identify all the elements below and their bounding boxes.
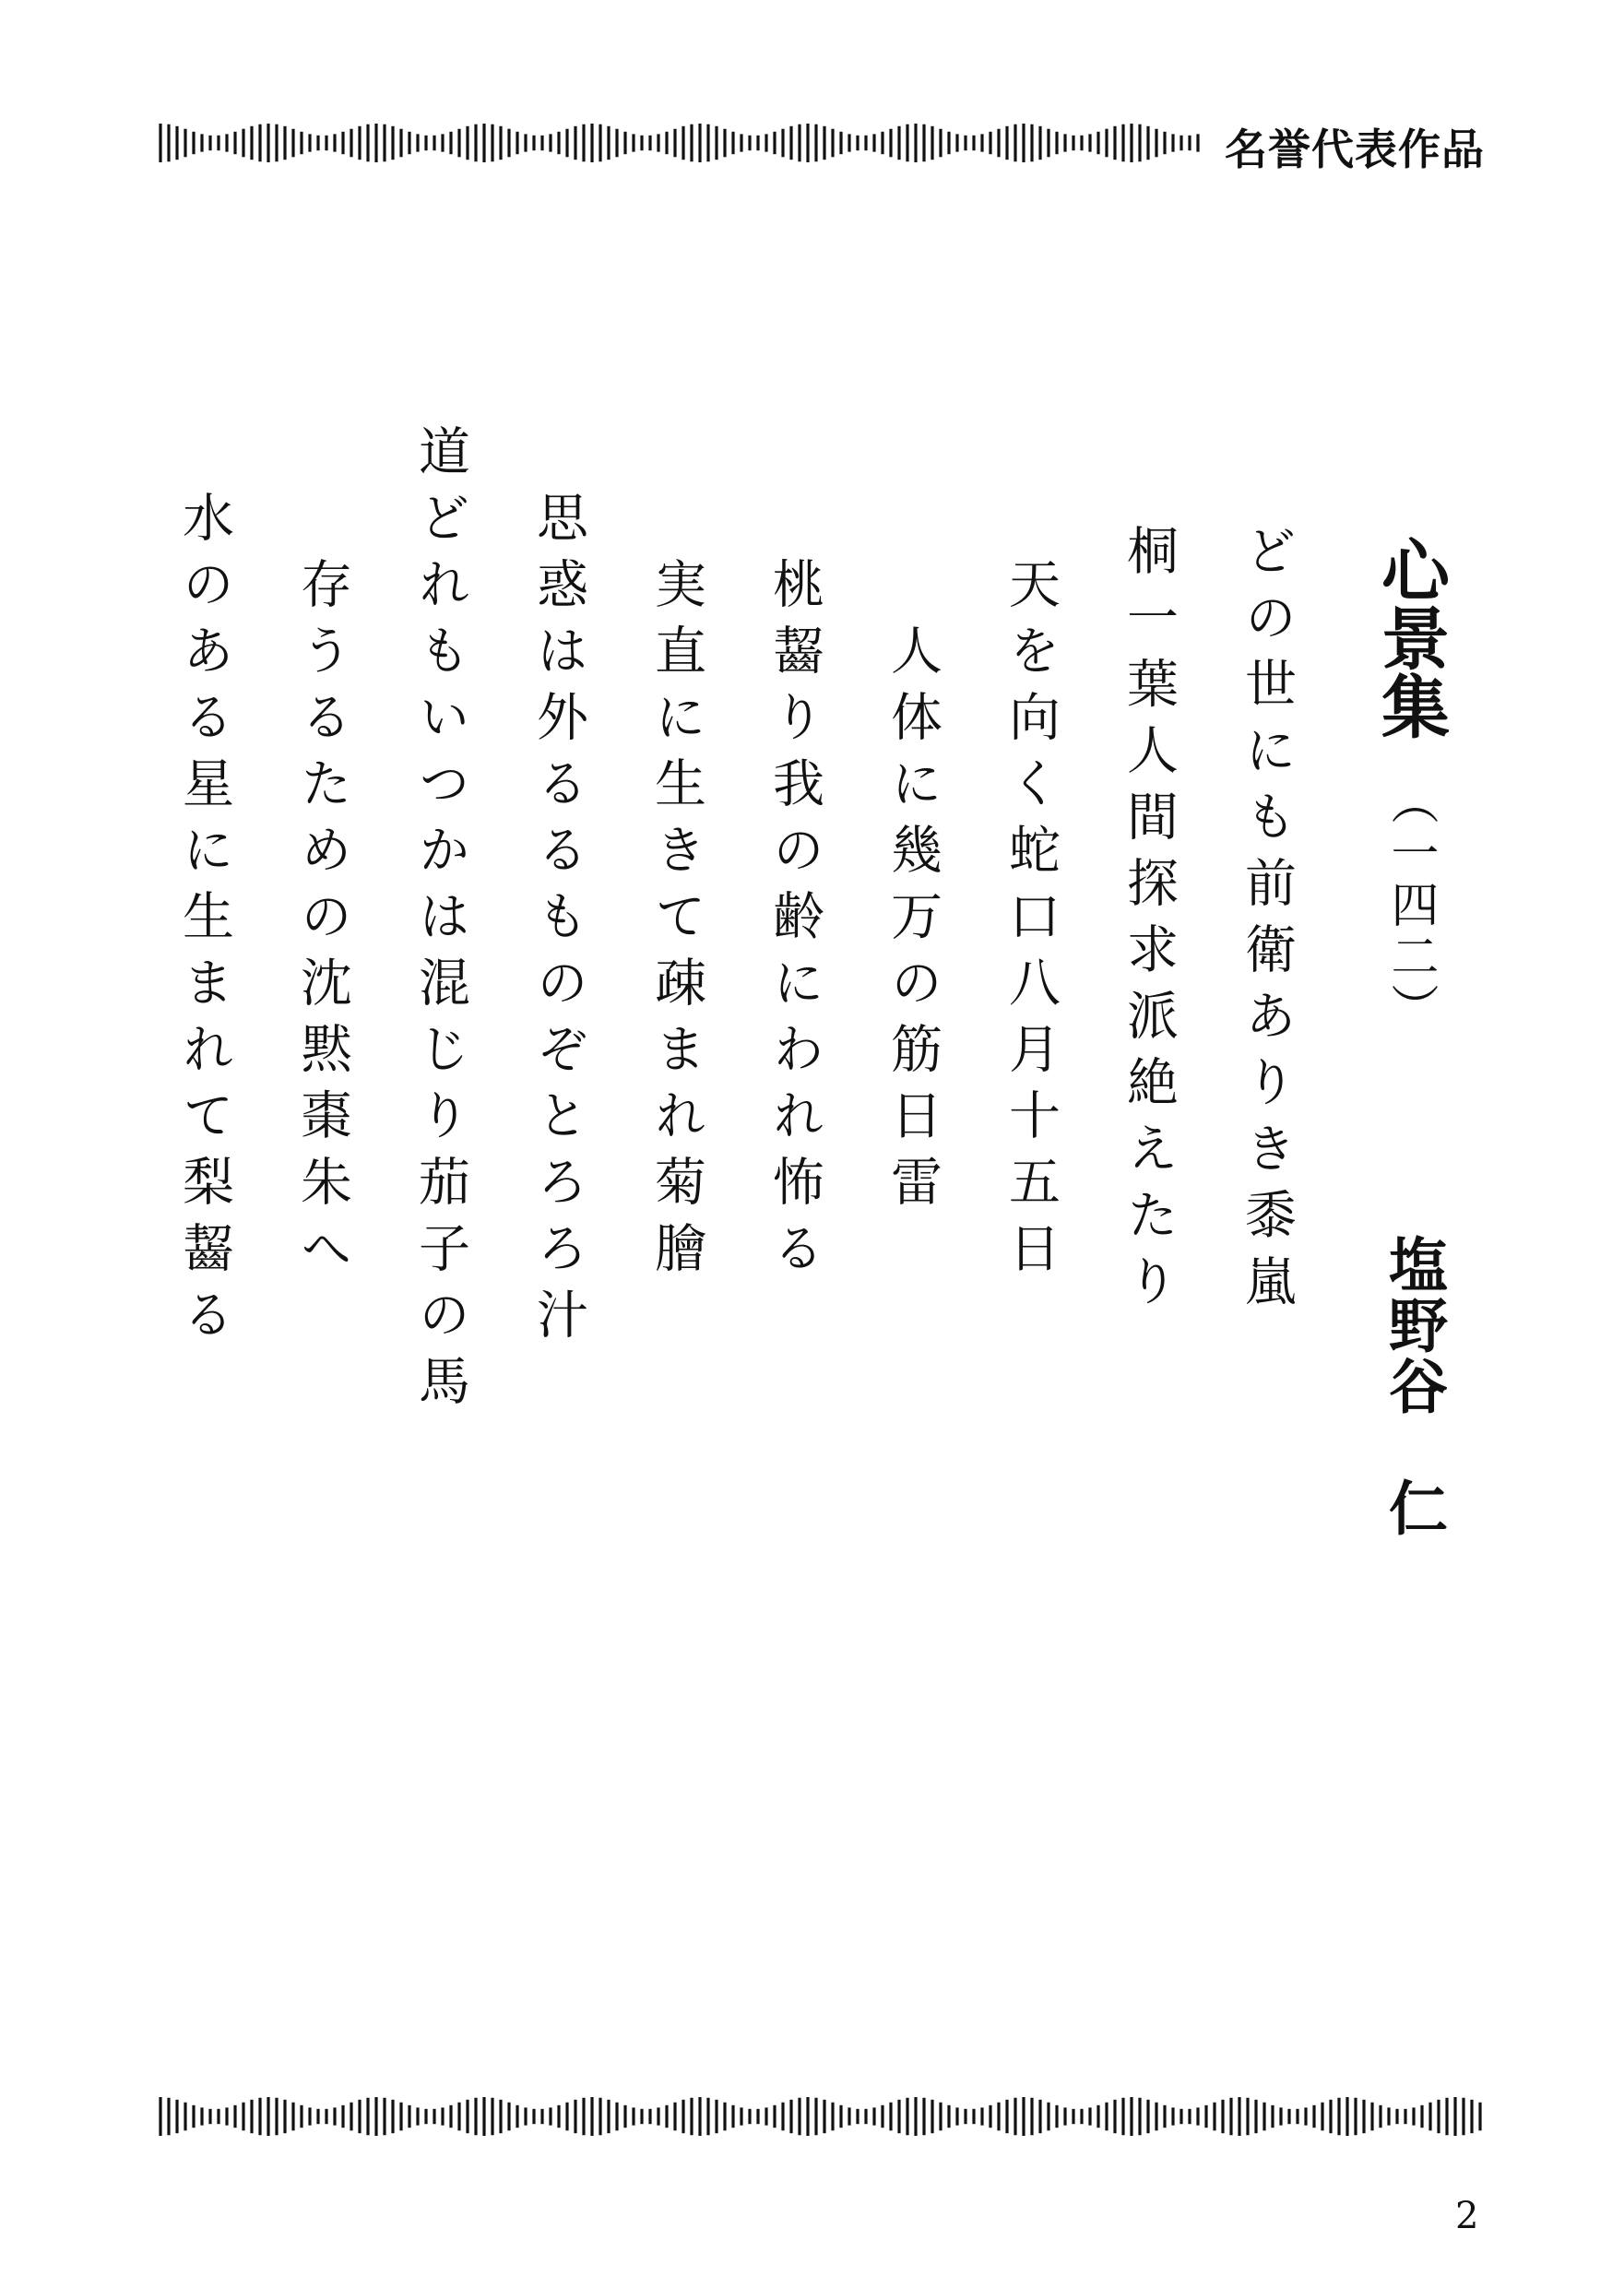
poem-line: 道どれもいつかは混じり茄子の馬 [410, 424, 470, 1420]
poem-line: 桐一葉人間探求派絶えたり [1119, 524, 1179, 1321]
bottom-decorative-border [159, 2095, 1487, 2138]
page-number: 2 [1455, 2195, 1479, 2237]
poem-line: 思惑は外るるものぞとろろ汁 [528, 491, 588, 1354]
work-number: （一四二） [1382, 776, 1438, 1035]
poem-line: どの世にも前衛ありき黍嵐 [1237, 524, 1297, 1321]
poem-line: 実直に生きて疎まれ菊膾 [646, 557, 706, 1287]
wave-ornament [159, 122, 1210, 164]
section-label: 名誉代表作品 [1225, 124, 1485, 174]
work-title: 心景集 [1370, 535, 1450, 740]
poem-line: 存うるための沈黙棗朱へ [292, 557, 352, 1287]
top-decorative-border [159, 122, 1210, 164]
poem-body [112, 424, 1297, 1420]
poem-line: 天を向く蛇口八月十五日 [1001, 557, 1061, 1287]
poem-line: 水のある星に生まれて梨齧る [174, 491, 234, 1354]
work-title-block [1370, 535, 1450, 1035]
poem-line: 人体に幾万の筋日雷 [883, 623, 942, 1221]
poem-line: 桃齧り我の齢にわれ怖る [765, 557, 824, 1287]
author-name: 塩野谷 仁 [1379, 1234, 1448, 1538]
wave-ornament [159, 2095, 1487, 2138]
